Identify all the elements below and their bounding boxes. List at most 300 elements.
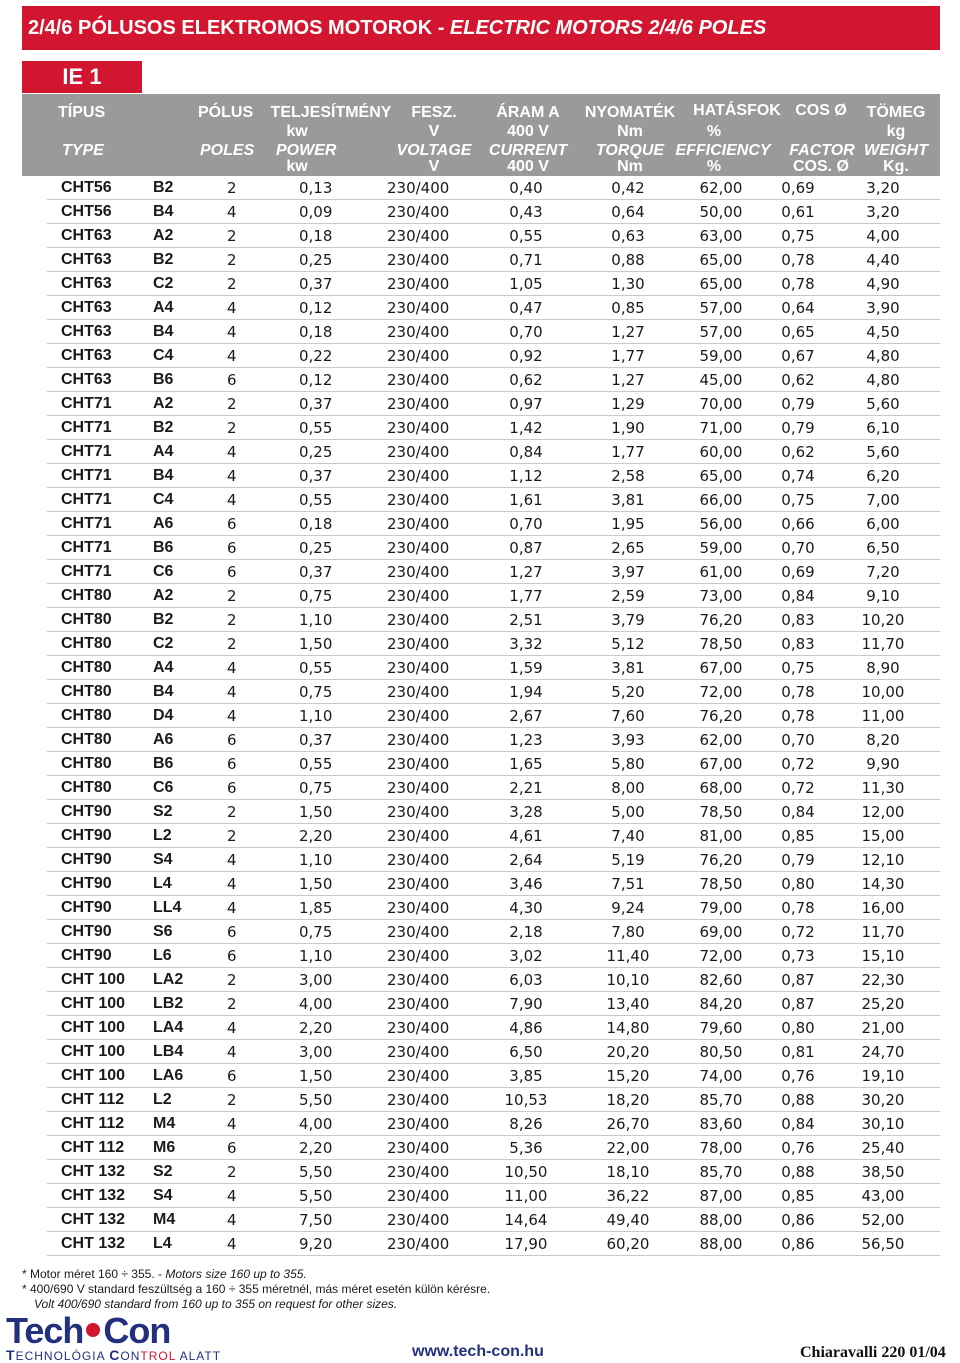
table-row xyxy=(47,296,940,320)
cell-current: 17,90 xyxy=(504,1235,548,1253)
cell-poles: 6 xyxy=(227,947,237,965)
cell-eff: 74,00 xyxy=(699,1067,743,1085)
table-row xyxy=(47,1184,940,1208)
cell-type: CHT71 xyxy=(61,563,112,580)
header-current-unit-hu: 400 V xyxy=(507,123,549,140)
cell-size: C2 xyxy=(153,275,174,292)
cell-power: 0,18 xyxy=(299,227,333,245)
cell-torque: 49,40 xyxy=(606,1211,650,1229)
cell-power: 0,25 xyxy=(299,443,333,461)
cell-weight: 10,00 xyxy=(861,683,905,701)
cell-torque: 7,40 xyxy=(611,827,645,845)
cell-weight: 12,00 xyxy=(861,803,905,821)
cell-voltage: 230/400 xyxy=(387,1043,450,1061)
header-voltage-en: VOLTAGE xyxy=(396,142,472,159)
cell-current: 0,47 xyxy=(509,299,543,317)
cell-torque: 0,88 xyxy=(611,251,645,269)
table-row xyxy=(47,800,940,824)
cell-size: A2 xyxy=(153,395,174,412)
logo-word-right: Con xyxy=(103,1310,171,1351)
header-efficiency-en: EFFICIENCY xyxy=(675,142,771,159)
cell-current: 1,27 xyxy=(509,563,543,581)
cell-power: 2,20 xyxy=(299,1019,333,1037)
logo-tagline-3: ALATT xyxy=(175,1349,222,1363)
cell-eff: 60,00 xyxy=(699,443,743,461)
cell-voltage: 230/400 xyxy=(387,707,450,725)
cell-torque: 1,77 xyxy=(611,443,645,461)
cell-cos: 0,84 xyxy=(781,1115,815,1133)
cell-size: L2 xyxy=(153,827,172,844)
cell-cos: 0,80 xyxy=(781,1019,815,1037)
cell-cos: 0,84 xyxy=(781,803,815,821)
cell-size: S4 xyxy=(153,1187,173,1204)
table-row xyxy=(47,920,940,944)
cell-eff: 73,00 xyxy=(699,587,743,605)
cell-size: S2 xyxy=(153,1163,173,1180)
cell-power: 0,12 xyxy=(299,299,333,317)
cell-weight: 30,20 xyxy=(861,1091,905,1109)
cell-power: 1,10 xyxy=(299,947,333,965)
cell-torque: 60,20 xyxy=(606,1235,650,1253)
cell-current: 2,67 xyxy=(509,707,543,725)
cell-cos: 0,83 xyxy=(781,635,815,653)
table-row xyxy=(47,848,940,872)
cell-cos: 0,73 xyxy=(781,947,815,965)
cell-poles: 4 xyxy=(227,851,237,869)
cell-size: B4 xyxy=(153,203,174,220)
cell-torque: 18,20 xyxy=(606,1091,650,1109)
cell-torque: 1,95 xyxy=(611,515,645,533)
header-power-hu: TELJESÍTMÉNY xyxy=(270,104,392,121)
cell-weight: 6,10 xyxy=(866,419,900,437)
cell-voltage: 230/400 xyxy=(387,443,450,461)
cell-poles: 4 xyxy=(227,875,237,893)
cell-torque: 3,97 xyxy=(611,563,645,581)
table-row xyxy=(47,392,940,416)
cell-cos: 0,78 xyxy=(781,275,815,293)
cell-type: CHT80 xyxy=(61,659,112,676)
cell-type: CHT71 xyxy=(61,395,112,412)
cell-type: CHT 112 xyxy=(61,1139,125,1156)
cell-weight: 14,30 xyxy=(861,875,905,893)
cell-weight: 25,40 xyxy=(861,1139,905,1157)
cell-weight: 6,20 xyxy=(866,467,900,485)
cell-eff: 62,00 xyxy=(699,731,743,749)
cell-torque: 11,40 xyxy=(606,947,650,965)
cell-current: 8,26 xyxy=(509,1115,543,1133)
cell-weight: 4,90 xyxy=(866,275,900,293)
cell-size: B2 xyxy=(153,179,174,196)
cell-poles: 2 xyxy=(227,611,237,629)
cell-torque: 20,20 xyxy=(606,1043,650,1061)
cell-poles: 4 xyxy=(227,203,237,221)
cell-poles: 6 xyxy=(227,755,237,773)
cell-current: 1,42 xyxy=(509,419,543,437)
cell-voltage: 230/400 xyxy=(387,539,450,557)
cell-current: 0,87 xyxy=(509,539,543,557)
table-row xyxy=(47,944,940,968)
cell-torque: 22,00 xyxy=(606,1139,650,1157)
cell-weight: 24,70 xyxy=(861,1043,905,1061)
table-row xyxy=(47,584,940,608)
cell-torque: 14,80 xyxy=(606,1019,650,1037)
cell-weight: 9,90 xyxy=(866,755,900,773)
cell-current: 2,51 xyxy=(509,611,543,629)
cell-current: 1,61 xyxy=(509,491,543,509)
cell-poles: 4 xyxy=(227,1235,237,1253)
cell-poles: 2 xyxy=(227,995,237,1013)
logo-tagline-c: C xyxy=(109,1347,121,1363)
cell-eff: 88,00 xyxy=(699,1211,743,1229)
header-current-hu: ÁRAM A xyxy=(496,104,560,121)
cell-type: CHT63 xyxy=(61,323,112,340)
header-efficiency-unit-hu: % xyxy=(706,123,722,140)
cell-eff: 87,00 xyxy=(699,1187,743,1205)
table-row xyxy=(47,512,940,536)
cell-voltage: 230/400 xyxy=(387,179,450,197)
cell-voltage: 230/400 xyxy=(387,683,450,701)
cell-eff: 65,00 xyxy=(699,251,743,269)
cell-type: CHT80 xyxy=(61,731,112,748)
cell-voltage: 230/400 xyxy=(387,995,450,1013)
cell-eff: 59,00 xyxy=(699,539,743,557)
cell-torque: 2,58 xyxy=(611,467,645,485)
cell-torque: 3,79 xyxy=(611,611,645,629)
cell-voltage: 230/400 xyxy=(387,971,450,989)
cell-torque: 9,24 xyxy=(611,899,645,917)
cell-current: 0,43 xyxy=(509,203,543,221)
table-row xyxy=(47,536,940,560)
cell-current: 2,21 xyxy=(509,779,543,797)
cell-cos: 0,88 xyxy=(781,1091,815,1109)
cell-size: M4 xyxy=(153,1115,176,1132)
cell-type: CHT90 xyxy=(61,851,112,868)
table-row xyxy=(47,1232,940,1256)
cell-type: CHT 100 xyxy=(61,1043,126,1060)
cell-poles: 4 xyxy=(227,323,237,341)
cell-size: S4 xyxy=(153,851,173,868)
cell-torque: 3,93 xyxy=(611,731,645,749)
cell-power: 5,50 xyxy=(299,1163,333,1181)
cell-size: L2 xyxy=(153,1091,172,1108)
cell-weight: 56,50 xyxy=(861,1235,905,1253)
cell-cos: 0,78 xyxy=(781,899,815,917)
cell-torque: 1,27 xyxy=(611,371,645,389)
cell-eff: 62,00 xyxy=(699,179,743,197)
cell-type: CHT90 xyxy=(61,923,112,940)
cell-poles: 2 xyxy=(227,635,237,653)
logo-dot-icon xyxy=(86,1323,100,1337)
cell-eff: 67,00 xyxy=(699,659,743,677)
header-torque-unit-hu: Nm xyxy=(617,123,643,140)
cell-power: 0,55 xyxy=(299,755,333,773)
header-efficiency-hu: HATÁSFOK xyxy=(693,102,781,119)
cell-weight: 8,90 xyxy=(866,659,900,677)
cell-weight: 6,50 xyxy=(866,539,900,557)
cell-poles: 6 xyxy=(227,731,237,749)
cell-type: CHT 132 xyxy=(61,1211,126,1228)
cell-eff: 67,00 xyxy=(699,755,743,773)
cell-type: CHT 100 xyxy=(61,1067,126,1084)
cell-poles: 4 xyxy=(227,1211,237,1229)
cell-type: CHT 100 xyxy=(61,995,126,1012)
cell-size: C6 xyxy=(153,563,174,580)
cell-cos: 0,72 xyxy=(781,755,815,773)
cell-weight: 7,00 xyxy=(866,491,900,509)
cell-eff: 65,00 xyxy=(699,275,743,293)
cell-voltage: 230/400 xyxy=(387,299,450,317)
cell-size: LA2 xyxy=(153,971,184,988)
header-torque-unit-en: Nm xyxy=(617,158,643,175)
cell-weight: 4,40 xyxy=(866,251,900,269)
cell-size: B2 xyxy=(153,419,174,436)
cell-weight: 52,00 xyxy=(861,1211,905,1229)
cell-voltage: 230/400 xyxy=(387,779,450,797)
cell-voltage: 230/400 xyxy=(387,1211,450,1229)
cell-cos: 0,62 xyxy=(781,443,815,461)
cell-power: 0,18 xyxy=(299,323,333,341)
header-current-en: CURRENT xyxy=(488,142,568,159)
cell-weight: 16,00 xyxy=(861,899,905,917)
cell-voltage: 230/400 xyxy=(387,947,450,965)
cell-type: CHT71 xyxy=(61,515,112,532)
cell-torque: 8,00 xyxy=(611,779,645,797)
cell-torque: 2,59 xyxy=(611,587,645,605)
cell-current: 0,97 xyxy=(509,395,543,413)
title-hungarian: 2/4/6 PÓLUSOS ELEKTROMOS MOTOROK - xyxy=(28,17,450,39)
cell-weight: 30,10 xyxy=(861,1115,905,1133)
cell-current: 14,64 xyxy=(504,1211,548,1229)
cell-poles: 6 xyxy=(227,563,237,581)
cell-power: 0,25 xyxy=(299,539,333,557)
cell-power: 0,13 xyxy=(299,179,333,197)
cell-weight: 11,30 xyxy=(861,779,905,797)
cell-current: 2,64 xyxy=(509,851,543,869)
cell-cos: 0,85 xyxy=(781,1187,815,1205)
cell-type: CHT71 xyxy=(61,491,112,508)
cell-weight: 19,10 xyxy=(861,1067,905,1085)
cell-type: CHT90 xyxy=(61,899,112,916)
cell-current: 1,94 xyxy=(509,683,543,701)
cell-type: CHT 132 xyxy=(61,1163,126,1180)
cell-voltage: 230/400 xyxy=(387,851,450,869)
cell-torque: 0,63 xyxy=(611,227,645,245)
cell-eff: 88,00 xyxy=(699,1235,743,1253)
cell-voltage: 230/400 xyxy=(387,875,450,893)
cell-cos: 0,61 xyxy=(781,203,815,221)
cell-eff: 57,00 xyxy=(699,323,743,341)
cell-power: 1,50 xyxy=(299,635,333,653)
table-row xyxy=(47,176,940,200)
footnote-size-en: Motors size 160 up to 355. xyxy=(165,1267,307,1281)
cell-size: LA6 xyxy=(153,1067,184,1084)
cell-current: 0,70 xyxy=(509,515,543,533)
cell-size: LL4 xyxy=(153,899,182,916)
cell-voltage: 230/400 xyxy=(387,323,450,341)
cell-eff: 56,00 xyxy=(699,515,743,533)
cell-power: 3,00 xyxy=(299,971,333,989)
logo-word-left: Tech xyxy=(6,1310,84,1351)
cell-eff: 72,00 xyxy=(699,683,743,701)
cell-torque: 0,42 xyxy=(611,179,645,197)
table-row xyxy=(47,752,940,776)
cell-poles: 6 xyxy=(227,779,237,797)
cell-power: 0,75 xyxy=(299,683,333,701)
cell-poles: 2 xyxy=(227,227,237,245)
cell-type: CHT56 xyxy=(61,179,112,196)
cell-current: 0,92 xyxy=(509,347,543,365)
cell-type: CHT80 xyxy=(61,635,112,652)
cell-size: B6 xyxy=(153,539,174,556)
cell-type: CHT 112 xyxy=(61,1115,125,1132)
cell-torque: 10,10 xyxy=(606,971,650,989)
cell-weight: 9,10 xyxy=(866,587,900,605)
cell-poles: 2 xyxy=(227,251,237,269)
cell-voltage: 230/400 xyxy=(387,491,450,509)
cell-poles: 4 xyxy=(227,467,237,485)
cell-size: B2 xyxy=(153,251,174,268)
header-power-unit-hu: kw xyxy=(286,123,308,140)
cell-eff: 80,50 xyxy=(699,1043,743,1061)
cell-torque: 7,51 xyxy=(611,875,645,893)
logo-tagline-2: ON xyxy=(120,1349,141,1363)
cell-type: CHT80 xyxy=(61,683,112,700)
cell-current: 1,23 xyxy=(509,731,543,749)
table-row xyxy=(47,896,940,920)
cell-voltage: 230/400 xyxy=(387,659,450,677)
logo-tagline-r: TROL xyxy=(140,1349,176,1363)
cell-power: 1,10 xyxy=(299,707,333,725)
cell-size: L4 xyxy=(153,875,172,892)
cell-power: 7,50 xyxy=(299,1211,333,1229)
cell-type: CHT63 xyxy=(61,251,112,268)
cell-eff: 69,00 xyxy=(699,923,743,941)
cell-type: CHT71 xyxy=(61,467,112,484)
cell-cos: 0,86 xyxy=(781,1235,815,1253)
cell-type: CHT71 xyxy=(61,443,112,460)
table-row xyxy=(47,992,940,1016)
cell-current: 10,53 xyxy=(504,1091,548,1109)
cell-size: C4 xyxy=(153,347,174,364)
cell-weight: 4,00 xyxy=(866,227,900,245)
table-row xyxy=(47,224,940,248)
cell-cos: 0,75 xyxy=(781,659,815,677)
cell-voltage: 230/400 xyxy=(387,251,450,269)
cell-voltage: 230/400 xyxy=(387,1019,450,1037)
cell-size: S6 xyxy=(153,923,173,940)
footnote-voltage-en: Volt 400/690 standard from 160 up to 355 on request for other sizes. xyxy=(34,1297,398,1311)
table-row xyxy=(47,560,940,584)
cell-eff: 78,00 xyxy=(699,1139,743,1157)
cell-current: 0,55 xyxy=(509,227,543,245)
logo-wordmark xyxy=(6,1310,221,1351)
cell-poles: 2 xyxy=(227,1091,237,1109)
cell-current: 2,18 xyxy=(509,923,543,941)
cell-power: 1,50 xyxy=(299,1067,333,1085)
header-voltage-hu: FESZ. xyxy=(411,104,457,121)
cell-cos: 0,88 xyxy=(781,1163,815,1181)
cell-cos: 0,70 xyxy=(781,731,815,749)
header-weight-unit-en: Kg. xyxy=(883,158,909,175)
cell-type: CHT63 xyxy=(61,227,112,244)
cell-poles: 2 xyxy=(227,419,237,437)
cell-voltage: 230/400 xyxy=(387,755,450,773)
cell-eff: 85,70 xyxy=(699,1163,743,1181)
cell-voltage: 230/400 xyxy=(387,1163,450,1181)
cell-cos: 0,84 xyxy=(781,587,815,605)
cell-type: CHT63 xyxy=(61,275,112,292)
cell-eff: 79,00 xyxy=(699,899,743,917)
cell-torque: 36,22 xyxy=(606,1187,650,1205)
cell-voltage: 230/400 xyxy=(387,1115,450,1133)
cell-voltage: 230/400 xyxy=(387,1067,450,1085)
header-cos-unit-en: COS. Ø xyxy=(792,158,849,175)
cell-poles: 2 xyxy=(227,803,237,821)
cell-poles: 4 xyxy=(227,1115,237,1133)
cell-type: CHT90 xyxy=(61,803,112,820)
cell-cos: 0,69 xyxy=(781,179,815,197)
cell-type: CHT71 xyxy=(61,539,112,556)
cell-voltage: 230/400 xyxy=(387,203,450,221)
header-type-en: TYPE xyxy=(62,142,104,159)
cell-cos: 0,79 xyxy=(781,395,815,413)
table-row xyxy=(47,320,940,344)
cell-size: A2 xyxy=(153,587,174,604)
cell-eff: 71,00 xyxy=(699,419,743,437)
cell-weight: 38,50 xyxy=(861,1163,905,1181)
table-header xyxy=(22,94,940,176)
cell-torque: 1,27 xyxy=(611,323,645,341)
cell-power: 0,55 xyxy=(299,491,333,509)
cell-poles: 4 xyxy=(227,1187,237,1205)
cell-poles: 2 xyxy=(227,971,237,989)
cell-poles: 6 xyxy=(227,1139,237,1157)
cell-voltage: 230/400 xyxy=(387,1187,450,1205)
cell-eff: 68,00 xyxy=(699,779,743,797)
cell-torque: 5,19 xyxy=(611,851,645,869)
cell-current: 1,05 xyxy=(509,275,543,293)
cell-power: 2,20 xyxy=(299,827,333,845)
website-link[interactable]: www.tech-con.hu xyxy=(412,1343,544,1360)
cell-current: 0,71 xyxy=(509,251,543,269)
cell-power: 0,25 xyxy=(299,251,333,269)
cell-type: CHT 100 xyxy=(61,1019,126,1036)
cell-size: LA4 xyxy=(153,1019,184,1036)
cell-cos: 0,76 xyxy=(781,1139,815,1157)
cell-power: 3,00 xyxy=(299,1043,333,1061)
cell-current: 11,00 xyxy=(504,1187,548,1205)
cell-eff: 66,00 xyxy=(699,491,743,509)
cell-type: CHT 100 xyxy=(61,971,126,988)
cell-size: A4 xyxy=(153,443,174,460)
cell-current: 6,03 xyxy=(509,971,543,989)
cell-poles: 4 xyxy=(227,707,237,725)
cell-voltage: 230/400 xyxy=(387,1235,450,1253)
table-row xyxy=(47,1208,940,1232)
table-row xyxy=(47,728,940,752)
document-code: Chiaravalli 220 01/04 xyxy=(800,1344,946,1361)
cell-eff: 76,20 xyxy=(699,851,743,869)
logo-tagline-1: ECHNOLÓGIA xyxy=(15,1349,110,1363)
table-row xyxy=(47,1016,940,1040)
cell-cos: 0,74 xyxy=(781,467,815,485)
cell-eff: 70,00 xyxy=(699,395,743,413)
cell-size: A6 xyxy=(153,731,174,748)
table-row xyxy=(47,464,940,488)
cell-type: CHT90 xyxy=(61,875,112,892)
cell-power: 0,37 xyxy=(299,395,333,413)
cell-cos: 0,76 xyxy=(781,1067,815,1085)
